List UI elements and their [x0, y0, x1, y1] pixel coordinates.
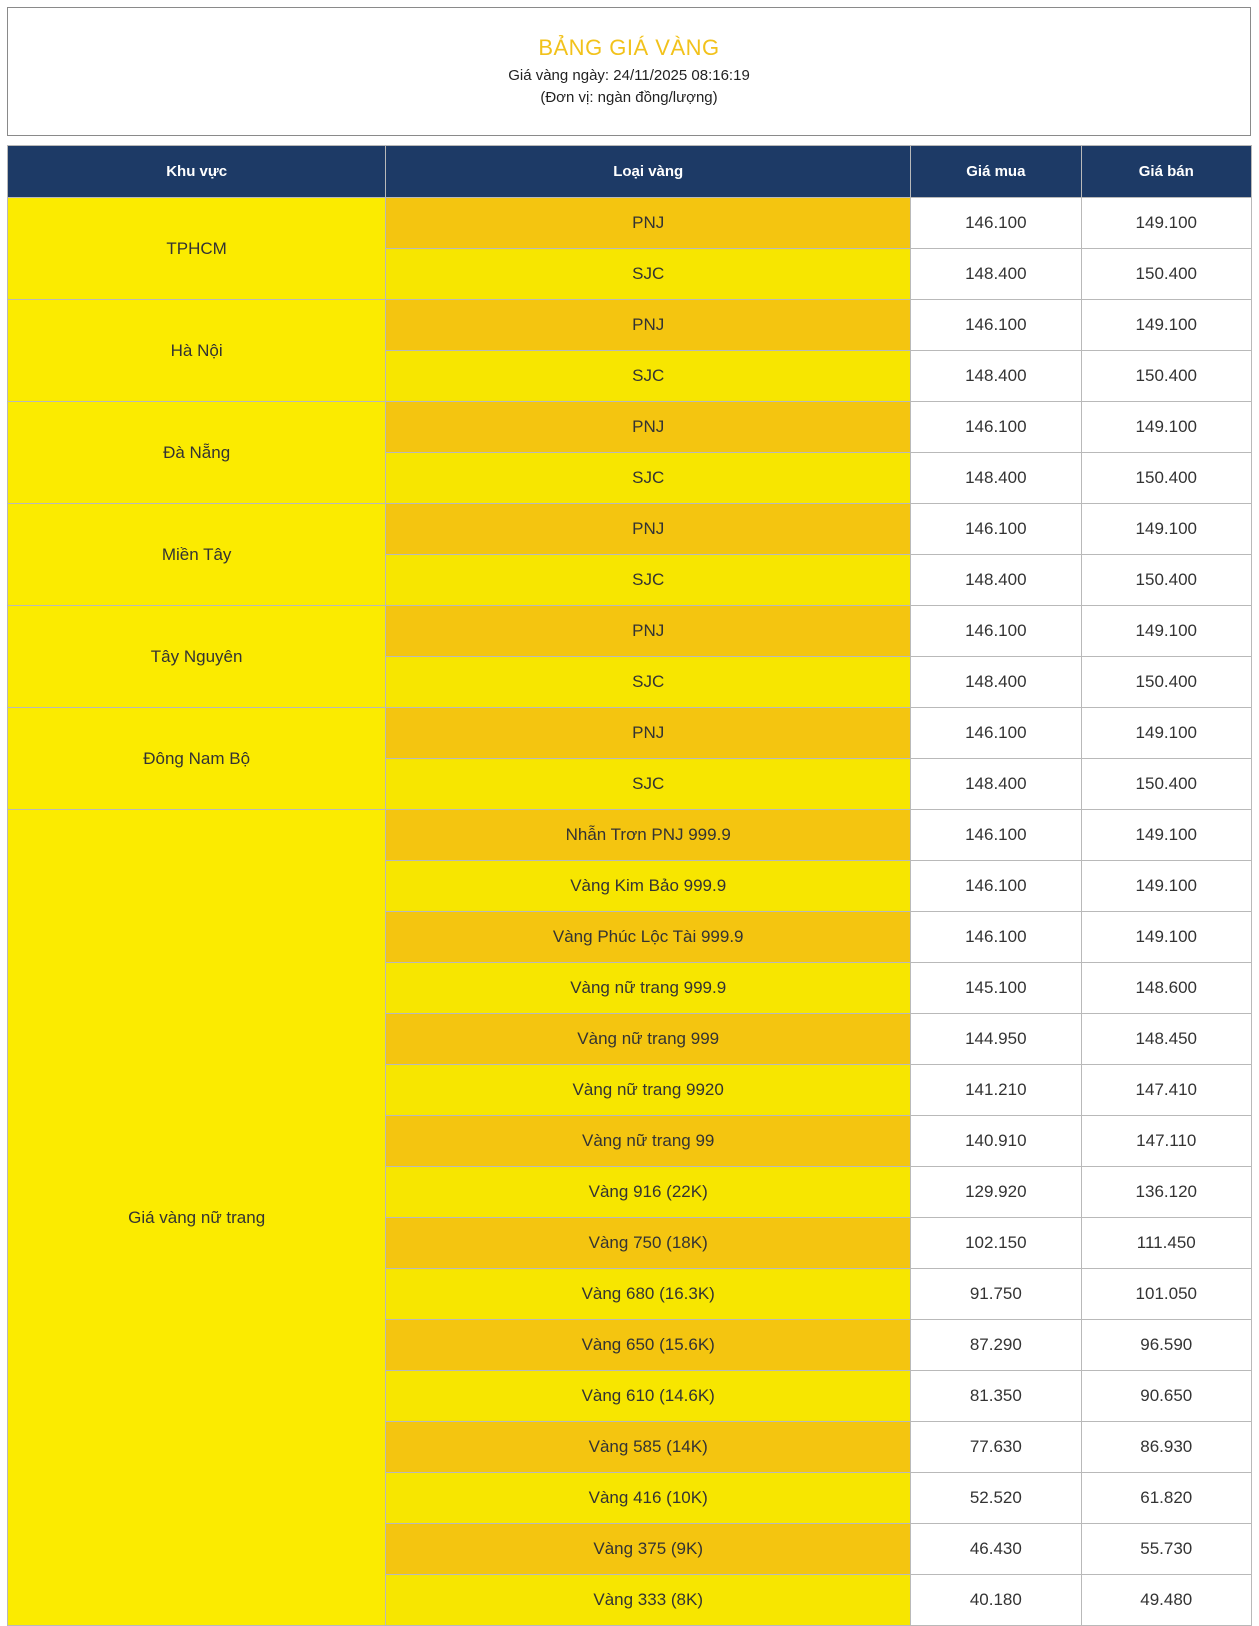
buy-price-cell: 40.180	[911, 1575, 1081, 1626]
sell-price-cell: 149.100	[1081, 606, 1251, 657]
sell-price-cell: 149.100	[1081, 708, 1251, 759]
sell-price-cell: 150.400	[1081, 759, 1251, 810]
sell-price-cell: 111.450	[1081, 1218, 1251, 1269]
table-row	[8, 198, 1252, 249]
sell-price-cell: 150.400	[1081, 453, 1251, 504]
buy-price-cell: 81.350	[911, 1371, 1081, 1422]
sell-price-cell: 61.820	[1081, 1473, 1251, 1524]
sell-price-cell: 149.100	[1081, 810, 1251, 861]
gold-type-cell: Vàng 610 (14.6K)	[386, 1371, 911, 1422]
region-cell: TPHCM	[8, 198, 386, 300]
gold-type-cell: Vàng Phúc Lộc Tài 999.9	[386, 912, 911, 963]
sell-price-cell: 149.100	[1081, 198, 1251, 249]
buy-price-cell: 140.910	[911, 1116, 1081, 1167]
region-cell: Đông Nam Bộ	[8, 708, 386, 810]
sell-price-cell: 150.400	[1081, 351, 1251, 402]
table-row	[8, 504, 1252, 555]
region-cell: Miền Tây	[8, 504, 386, 606]
buy-price-cell: 91.750	[911, 1269, 1081, 1320]
sell-price-cell: 49.480	[1081, 1575, 1251, 1626]
sell-price-cell: 149.100	[1081, 861, 1251, 912]
buy-price-cell: 146.100	[911, 912, 1081, 963]
sell-price-cell: 149.100	[1081, 504, 1251, 555]
price-table-body	[8, 198, 1252, 1626]
gold-type-cell: PNJ	[386, 300, 911, 351]
column-header-region: Khu vực	[8, 146, 386, 198]
buy-price-cell: 145.100	[911, 963, 1081, 1014]
sell-price-cell: 96.590	[1081, 1320, 1251, 1371]
sell-price-cell: 90.650	[1081, 1371, 1251, 1422]
column-header-buy-price: Giá mua	[911, 146, 1081, 198]
gold-type-cell: SJC	[386, 759, 911, 810]
gold-type-cell: Vàng 585 (14K)	[386, 1422, 911, 1473]
region-cell: Tây Nguyên	[8, 606, 386, 708]
buy-price-cell: 141.210	[911, 1065, 1081, 1116]
sell-price-cell: 101.050	[1081, 1269, 1251, 1320]
sell-price-cell: 149.100	[1081, 912, 1251, 963]
gold-type-cell: Vàng nữ trang 999	[386, 1014, 911, 1065]
table-row	[8, 708, 1252, 759]
buy-price-cell: 146.100	[911, 504, 1081, 555]
gold-type-cell: SJC	[386, 453, 911, 504]
gold-type-cell: PNJ	[386, 402, 911, 453]
price-unit: (Đơn vị: ngàn đồng/lượng)	[540, 89, 718, 106]
sell-price-cell: 147.110	[1081, 1116, 1251, 1167]
buy-price-cell: 146.100	[911, 300, 1081, 351]
sell-price-cell: 147.410	[1081, 1065, 1251, 1116]
buy-price-cell: 148.400	[911, 351, 1081, 402]
price-date: Giá vàng ngày: 24/11/2025 08:16:19	[508, 67, 750, 84]
table-row	[8, 300, 1252, 351]
sell-price-cell: 150.400	[1081, 555, 1251, 606]
buy-price-cell: 52.520	[911, 1473, 1081, 1524]
table-header-row	[8, 146, 1252, 198]
gold-type-cell: Vàng Kim Bảo 999.9	[386, 861, 911, 912]
table-row	[8, 606, 1252, 657]
table-row	[8, 402, 1252, 453]
column-header-gold-type: Loại vàng	[386, 146, 911, 198]
gold-type-cell: Vàng 333 (8K)	[386, 1575, 911, 1626]
gold-type-cell: SJC	[386, 249, 911, 300]
sell-price-cell: 148.450	[1081, 1014, 1251, 1065]
gold-type-cell: Vàng 916 (22K)	[386, 1167, 911, 1218]
price-board-header	[7, 7, 1251, 136]
sell-price-cell: 148.600	[1081, 963, 1251, 1014]
gold-type-cell: Vàng nữ trang 99	[386, 1116, 911, 1167]
buy-price-cell: 148.400	[911, 759, 1081, 810]
buy-price-cell: 146.100	[911, 861, 1081, 912]
gold-type-cell: SJC	[386, 351, 911, 402]
sell-price-cell: 149.100	[1081, 402, 1251, 453]
sell-price-cell: 55.730	[1081, 1524, 1251, 1575]
sell-price-cell: 149.100	[1081, 300, 1251, 351]
buy-price-cell: 144.950	[911, 1014, 1081, 1065]
gold-type-cell: Vàng 416 (10K)	[386, 1473, 911, 1524]
buy-price-cell: 146.100	[911, 708, 1081, 759]
gold-type-cell: Vàng 650 (15.6K)	[386, 1320, 911, 1371]
sell-price-cell: 150.400	[1081, 249, 1251, 300]
region-cell: Đà Nẵng	[8, 402, 386, 504]
buy-price-cell: 129.920	[911, 1167, 1081, 1218]
sell-price-cell: 136.120	[1081, 1167, 1251, 1218]
gold-type-cell: Vàng 750 (18K)	[386, 1218, 911, 1269]
buy-price-cell: 148.400	[911, 657, 1081, 708]
gold-type-cell: PNJ	[386, 708, 911, 759]
gold-type-cell: PNJ	[386, 198, 911, 249]
buy-price-cell: 148.400	[911, 249, 1081, 300]
region-cell: Giá vàng nữ trang	[8, 810, 386, 1626]
column-header-sell-price: Giá bán	[1081, 146, 1251, 198]
region-cell: Hà Nội	[8, 300, 386, 402]
buy-price-cell: 102.150	[911, 1218, 1081, 1269]
buy-price-cell: 46.430	[911, 1524, 1081, 1575]
gold-type-cell: Vàng 375 (9K)	[386, 1524, 911, 1575]
gold-type-cell: Nhẫn Trơn PNJ 999.9	[386, 810, 911, 861]
gold-type-cell: Vàng nữ trang 9920	[386, 1065, 911, 1116]
buy-price-cell: 146.100	[911, 606, 1081, 657]
buy-price-cell: 146.100	[911, 810, 1081, 861]
sell-price-cell: 150.400	[1081, 657, 1251, 708]
gold-type-cell: Vàng nữ trang 999.9	[386, 963, 911, 1014]
table-row	[8, 810, 1252, 861]
buy-price-cell: 146.100	[911, 198, 1081, 249]
gold-type-cell: SJC	[386, 657, 911, 708]
gold-type-cell: PNJ	[386, 504, 911, 555]
buy-price-cell: 87.290	[911, 1320, 1081, 1371]
gold-type-cell: SJC	[386, 555, 911, 606]
gold-type-cell: Vàng 680 (16.3K)	[386, 1269, 911, 1320]
buy-price-cell: 77.630	[911, 1422, 1081, 1473]
buy-price-cell: 146.100	[911, 402, 1081, 453]
gold-price-table	[7, 145, 1252, 1626]
buy-price-cell: 148.400	[911, 555, 1081, 606]
sell-price-cell: 86.930	[1081, 1422, 1251, 1473]
buy-price-cell: 148.400	[911, 453, 1081, 504]
page-title: BẢNG GIÁ VÀNG	[538, 35, 720, 60]
gold-type-cell: PNJ	[386, 606, 911, 657]
